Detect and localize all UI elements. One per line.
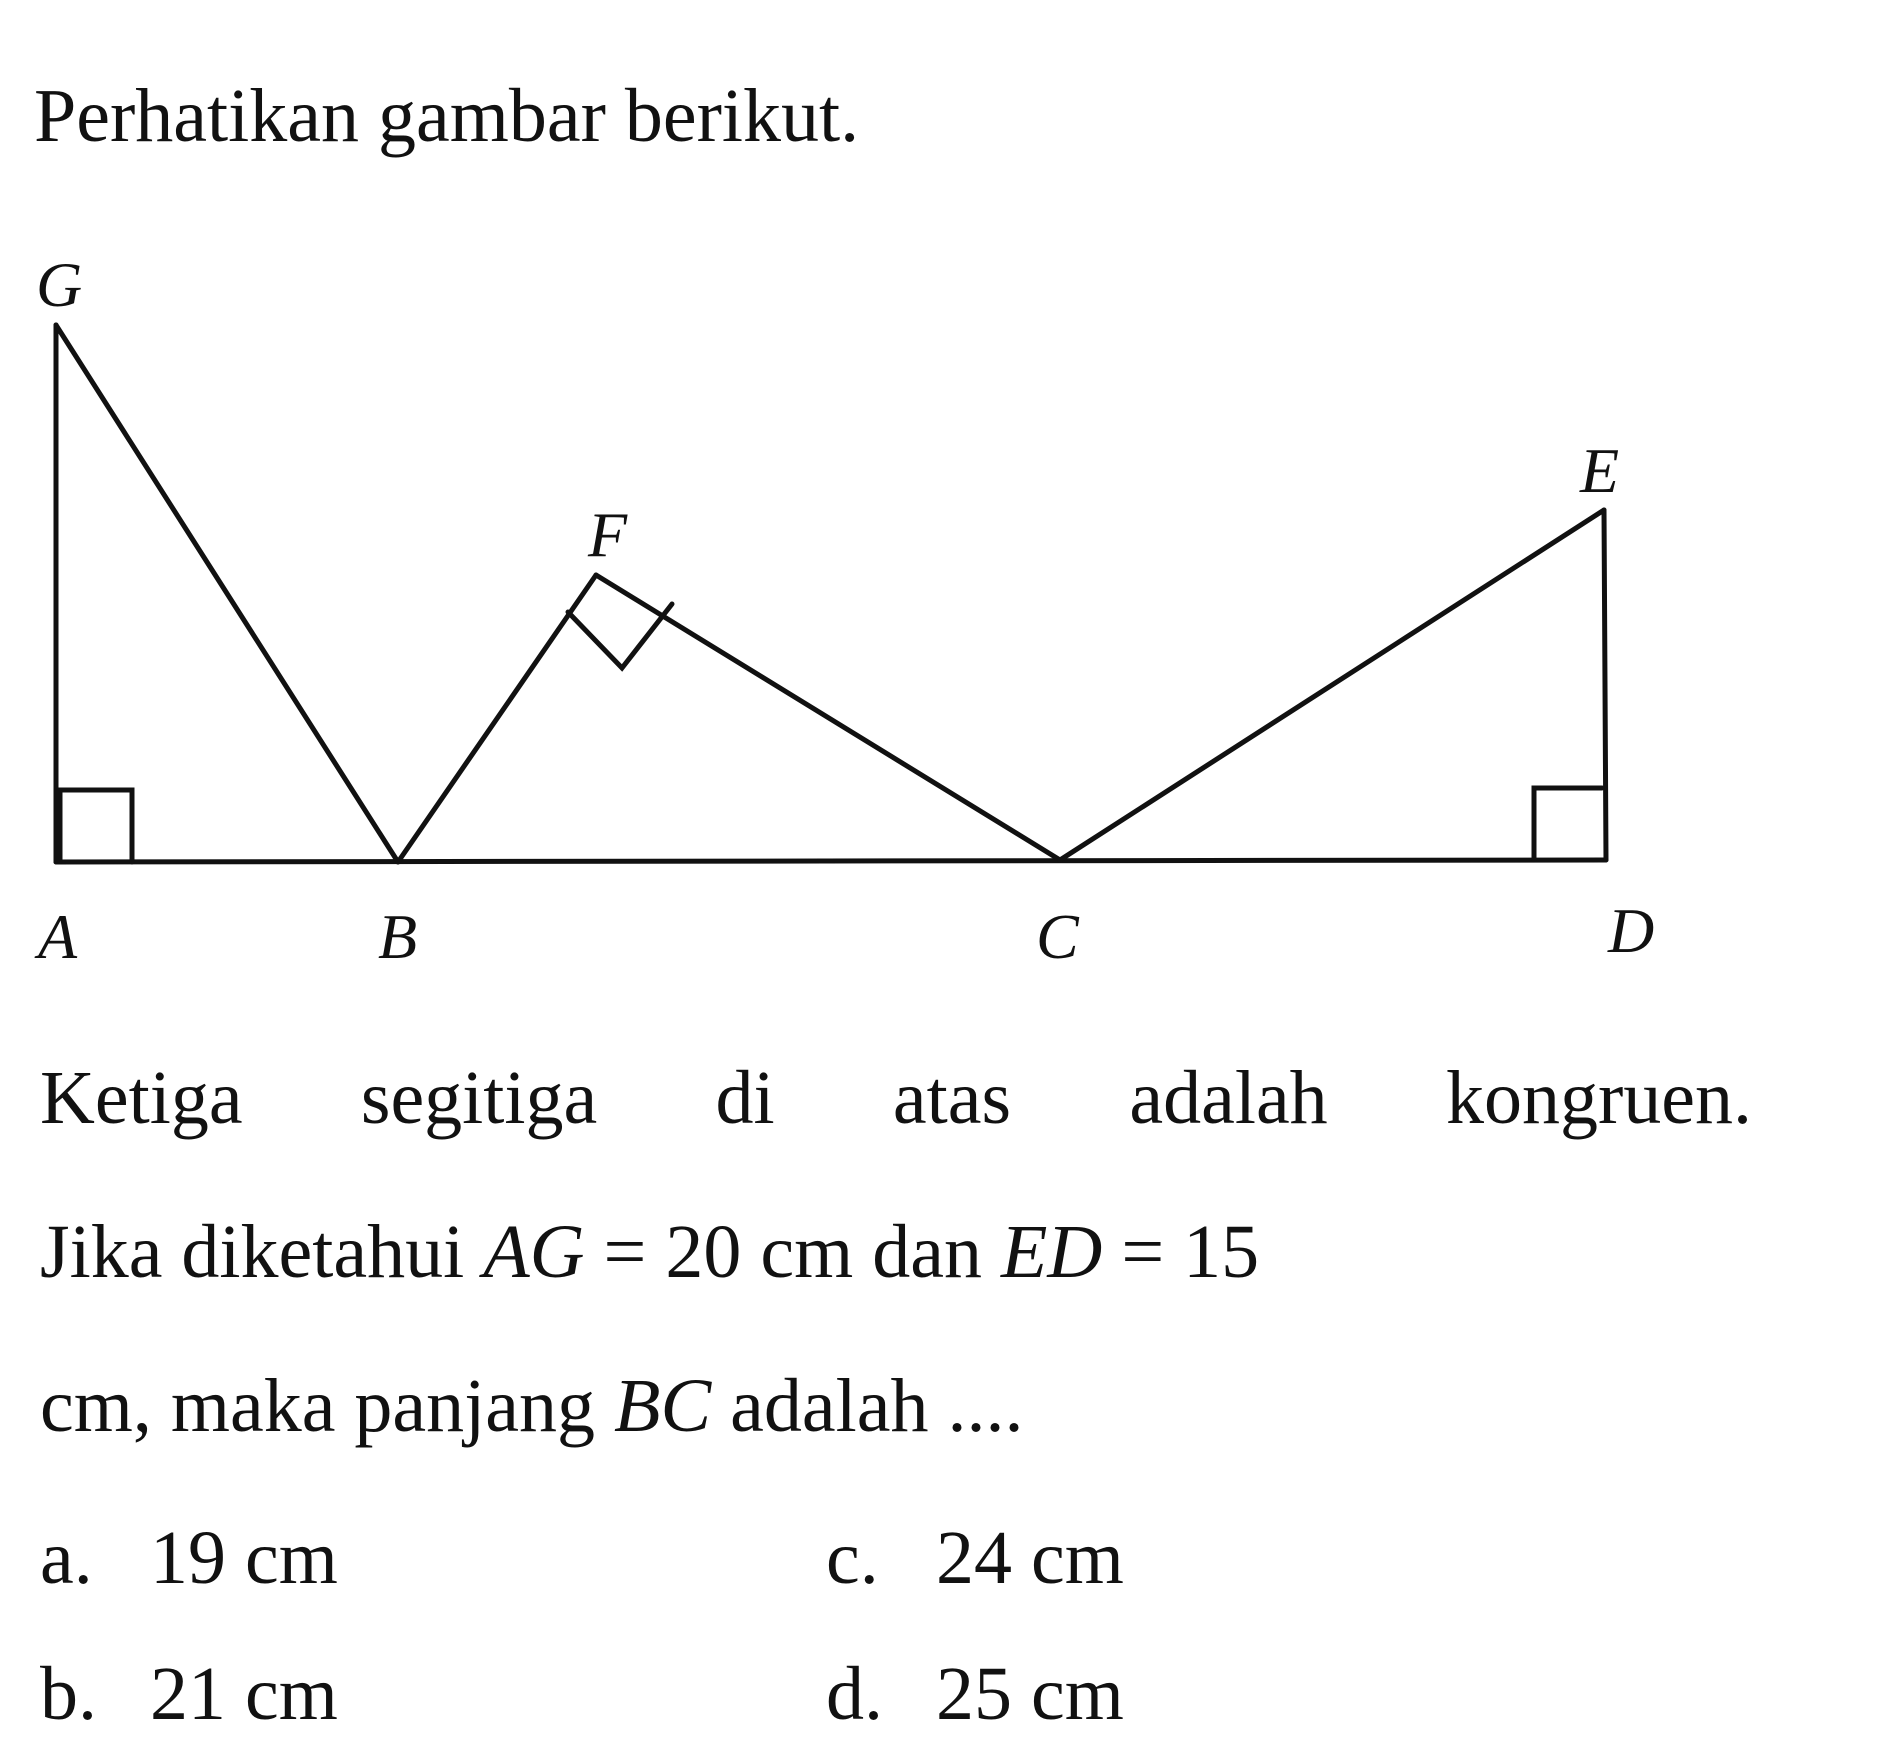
label-f: F [588, 499, 628, 570]
option-a[interactable] [40, 1516, 338, 1600]
question-eq-2: = 15 [1102, 1210, 1260, 1294]
option-b-text: 21 cm [150, 1652, 338, 1736]
option-b-letter: b. [40, 1652, 97, 1736]
segment-ag-label: AG [483, 1210, 585, 1294]
option-c[interactable] [826, 1516, 1124, 1600]
label-c: C [1036, 901, 1079, 972]
question-text [40, 1056, 1760, 1448]
option-c-letter: c. [826, 1516, 879, 1600]
option-b[interactable] [40, 1652, 338, 1736]
right-angle-mark-a [60, 790, 132, 862]
label-a: A [38, 901, 78, 972]
question-line-3 [40, 1364, 1760, 1448]
segment-bf [398, 575, 596, 862]
segment-gb [56, 325, 398, 862]
question-line-1: Ketiga segitiga di atas adalah kongruen. [40, 1056, 1752, 1140]
segment-ed-label: ED [1001, 1210, 1103, 1294]
label-d: D [1608, 895, 1655, 966]
question-line-3-suffix: adalah .... [711, 1364, 1024, 1448]
segment-fc [596, 575, 1060, 860]
option-a-letter: a. [40, 1516, 93, 1600]
segment-ed [1604, 510, 1606, 860]
segment-bc-label: BC [614, 1364, 712, 1448]
segment-ad [56, 860, 1606, 862]
intro-text: Perhatikan gambar berikut. [34, 74, 860, 158]
option-d-text: 25 cm [936, 1652, 1124, 1736]
question-eq-1: = 20 cm dan [584, 1210, 1001, 1294]
option-c-text: 24 cm [936, 1516, 1124, 1600]
right-angle-mark-d [1534, 788, 1602, 860]
question-line-3-prefix: cm, maka panjang [40, 1364, 615, 1448]
segment-ce [1060, 510, 1604, 860]
label-e: E [1580, 435, 1620, 506]
option-d[interactable] [826, 1652, 1124, 1736]
question-line-2 [40, 1210, 1760, 1294]
question-line-2-prefix: Jika diketahui [40, 1210, 484, 1294]
option-a-text: 19 cm [150, 1516, 338, 1600]
option-d-letter: d. [826, 1652, 883, 1736]
label-b: B [378, 901, 418, 972]
label-g: G [36, 249, 83, 320]
